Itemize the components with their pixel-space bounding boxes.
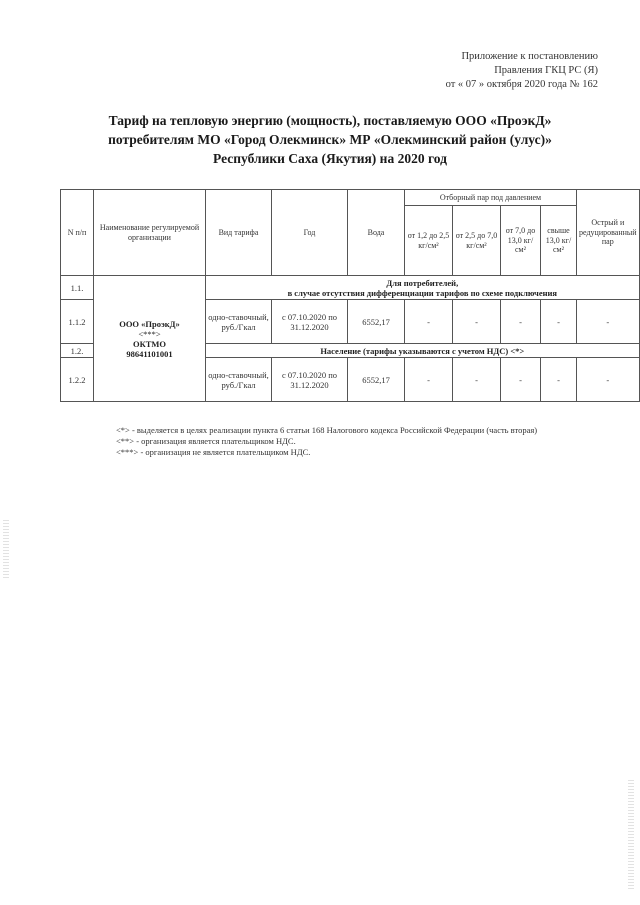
oktmo-code: 98641101001 xyxy=(126,348,173,359)
tariff-type-cell: одно-ставочный, руб./Гкал xyxy=(206,300,272,344)
footnotes xyxy=(72,425,607,458)
sharp-steam-value: - xyxy=(577,358,640,402)
header-num: N п/п xyxy=(61,190,94,276)
water-value: 6552,17 xyxy=(348,300,405,344)
title-line: потребителям МО «Город Олекминск» МР «Олекминский район (улус)» xyxy=(108,132,552,147)
tariff-table xyxy=(60,189,640,402)
sharp-steam-value: - xyxy=(577,300,640,344)
tariff-type-cell: одно-ставочный, руб./Гкал xyxy=(206,358,272,402)
org-mark: <***> xyxy=(138,328,161,339)
footnote: <*> - выделяется в целях реализации пункта 6 статьи 168 Налогового кодекса Российской Федерации (часть вторая) xyxy=(116,425,538,435)
year-cell: с 07.10.2020 по 31.12.2020 xyxy=(272,358,348,402)
steam-value: - xyxy=(405,358,453,402)
header-water: Вода xyxy=(348,190,405,276)
org-cell xyxy=(94,276,206,402)
header-steam-4: свыше 13,0 кг/см² xyxy=(541,206,577,276)
footnote: <***> - организация не является плательщиком НДС. xyxy=(116,447,311,457)
row-num: 1.1. xyxy=(61,276,94,300)
steam-value: - xyxy=(501,358,541,402)
title-line: Республики Саха (Якутия) на 2020 год xyxy=(213,151,447,166)
appendix-line: Правления ГКЦ РС (Я) xyxy=(494,65,598,76)
table-row xyxy=(61,276,640,300)
steam-value: - xyxy=(501,300,541,344)
table-header-row xyxy=(61,190,640,206)
header-steam-2: от 2,5 до 7,0 кг/см² xyxy=(453,206,501,276)
water-value: 6552,17 xyxy=(348,358,405,402)
header-steam-group: Отборный пар под давлением xyxy=(405,190,577,206)
steam-value: - xyxy=(453,300,501,344)
section-line: в случае отсутствия дифференциации тарифов по схеме подключения xyxy=(287,287,558,298)
header-steam-1: от 1,2 до 2,5 кг/см² xyxy=(405,206,453,276)
row-num: 1.1.2 xyxy=(61,300,94,344)
header-tariff-type: Вид тарифа xyxy=(206,190,272,276)
title-line: Тариф на тепловую энергию (мощность), поставляемую ООО «ПроэкД» xyxy=(108,113,552,128)
steam-value: - xyxy=(541,358,577,402)
header-steam-3: от 7,0 до 13,0 кг/см² xyxy=(501,206,541,276)
row-num: 1.2. xyxy=(61,344,94,358)
section-header: Население (тарифы указываются с учетом НДС) <*> xyxy=(206,344,640,358)
document-title xyxy=(60,111,600,168)
header-org: Наименование регулируемой организации xyxy=(94,190,206,276)
section-header xyxy=(206,276,640,300)
org-name: ООО «ПроэкД» xyxy=(119,318,180,329)
row-num: 1.2.2 xyxy=(61,358,94,402)
steam-value: - xyxy=(453,358,501,402)
scan-artifact xyxy=(3,520,9,580)
steam-value: - xyxy=(541,300,577,344)
appendix-line: от « 07 » октября 2020 года № 162 xyxy=(445,79,598,90)
header-year: Год xyxy=(272,190,348,276)
appendix-note xyxy=(446,50,598,92)
footnote: <**> - организация является плательщиком НДС. xyxy=(116,436,296,446)
scan-artifact xyxy=(628,780,634,890)
steam-value: - xyxy=(405,300,453,344)
section-line: Для потребителей, xyxy=(386,277,459,288)
year-cell: с 07.10.2020 по 31.12.2020 xyxy=(272,300,348,344)
appendix-line: Приложение к постановлению xyxy=(461,51,598,62)
oktmo-label: ОКТМО xyxy=(133,338,166,349)
header-sharp-steam: Острый и редуцированный пар xyxy=(577,190,640,276)
